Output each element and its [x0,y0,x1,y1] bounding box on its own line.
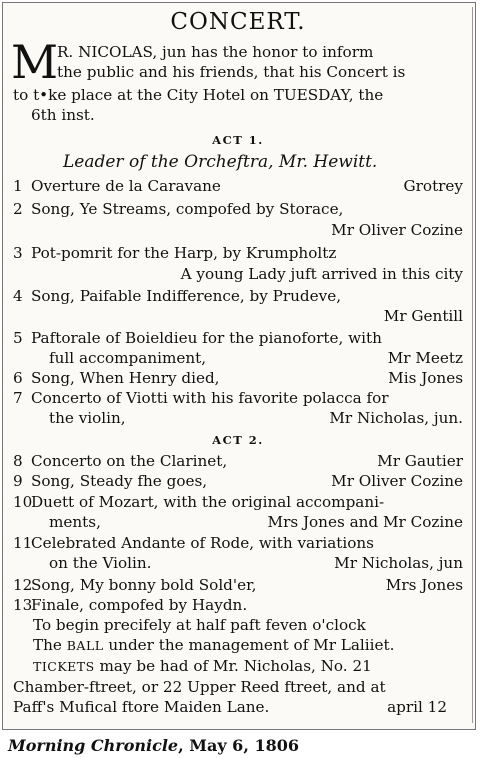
tickets-note [33,657,372,676]
ball-note-pre: The [33,636,62,654]
intro-line-2: the public and his friends, that his Concert is [57,63,406,81]
item-continuation: on the Violin. [49,554,152,572]
item-number: 11 [13,534,33,552]
item-performer: Mr Gentill [383,307,463,325]
item-text: Duett of Mozart, with the original accompani- [31,493,385,511]
program-item [13,200,343,219]
ball-note-post: under the management of Mr Laliiet. [108,636,395,654]
item-number: 6 [13,369,23,387]
ball-note-word: BALL [66,638,104,653]
item-number: 3 [13,244,23,262]
program-item [13,329,382,348]
item-text: Song, Ye Streams, compofed by Storace, [31,200,344,218]
item-text: Concerto of Viotti with his favorite polacca for [31,389,389,407]
item-number: 1 [13,177,23,195]
act-1-label: ACT 1. [212,133,264,147]
item-continuation: the violin, [49,409,126,427]
publication-date: , May 6, 1806 [178,736,299,755]
tickets-note-post: may be had of Mr. Nicholas, No. 21 [99,657,372,675]
item-performer: Mr Gautier [377,452,463,470]
item-number: 2 [13,200,23,218]
item-text: Song, My bonny bold Sold'er, [31,576,257,594]
newspaper-clipping [2,2,476,730]
item-performer: Mr Oliver Cozine [331,472,463,490]
column-rule [472,7,473,723]
item-performer: Mrs Jones [385,576,463,594]
newspaper-name: Morning Chronicle [8,736,179,755]
item-number: 10 [13,493,33,511]
item-text: Celebrated Andante of Rode, with variations [31,534,374,552]
item-text: Song, Steady fhe goes, [31,472,208,490]
item-number: 12 [13,576,33,594]
item-text: Overture de la Caravane [31,177,221,195]
program-item [13,287,341,306]
intro-line-4: 6th inst. [31,106,95,124]
item-number: 9 [13,472,23,490]
item-number: 5 [13,329,23,347]
item-performer: Mr Meetz [387,349,463,367]
item-text: Concerto on the Clarinet, [31,452,228,470]
item-text: Pot-pomrit for the Harp, by Krumpholtz [31,244,337,262]
program-item [13,534,374,553]
item-performer: Mrs Jones and Mr Cozine [267,513,463,531]
program-item [13,369,220,388]
tickets-store: Paff's Mufical ftore Maiden Lane. [13,698,270,716]
tickets-note-word: TICKETS [33,659,95,674]
program-item [13,389,389,408]
drop-capital: M [11,35,59,89]
program-item [13,493,384,512]
ball-note [33,636,394,655]
item-performer: Mr Nicholas, jun. [329,409,463,427]
item-text: Song, Paifable Indifference, by Prudeve, [31,287,342,305]
item-text: Paftorale of Boieldieu for the pianoforte, with [31,329,382,347]
item-performer: Grotrey [403,177,463,195]
source-caption [8,736,299,756]
item-continuation: full accompaniment, [49,349,207,367]
tickets-address: Chamber-ftreet, or 22 Upper Reed ftreet, and at [13,678,386,696]
item-number: 7 [13,389,23,407]
intro-line-1: R. NICOLAS, jun has the honor to inform [57,43,374,61]
act-2-label: ACT 2. [212,433,264,447]
program-item [13,472,207,491]
item-number: 8 [13,452,23,470]
item-number: 4 [13,287,23,305]
item-text: Song, When Henry died, [31,369,220,387]
program-item [13,177,221,196]
intro-line-3: to t•ke place at the City Hotel on TUESDAY, the [13,86,384,104]
item-continuation: ments, [49,513,101,531]
item-number: 13 [13,596,33,614]
item-text: Finale, compofed by Haydn. [31,596,248,614]
orchestra-leader: Leader of the Orcheftra, Mr. Hewitt. [63,152,378,172]
program-item [13,576,256,595]
item-performer: Mis Jones [388,369,463,387]
program-item [13,452,227,471]
item-performer: Mr Nicholas, jun [334,554,463,572]
start-time-note: To begin precifely at half paft feven o'clock [33,616,366,634]
advert-heading: CONCERT. [170,9,306,35]
item-performer: A young Lady juft arrived in this city [180,265,463,283]
advert-date: april 12 [387,698,447,716]
program-item [13,244,336,263]
program-item [13,596,247,615]
item-performer: Mr Oliver Cozine [331,221,463,239]
